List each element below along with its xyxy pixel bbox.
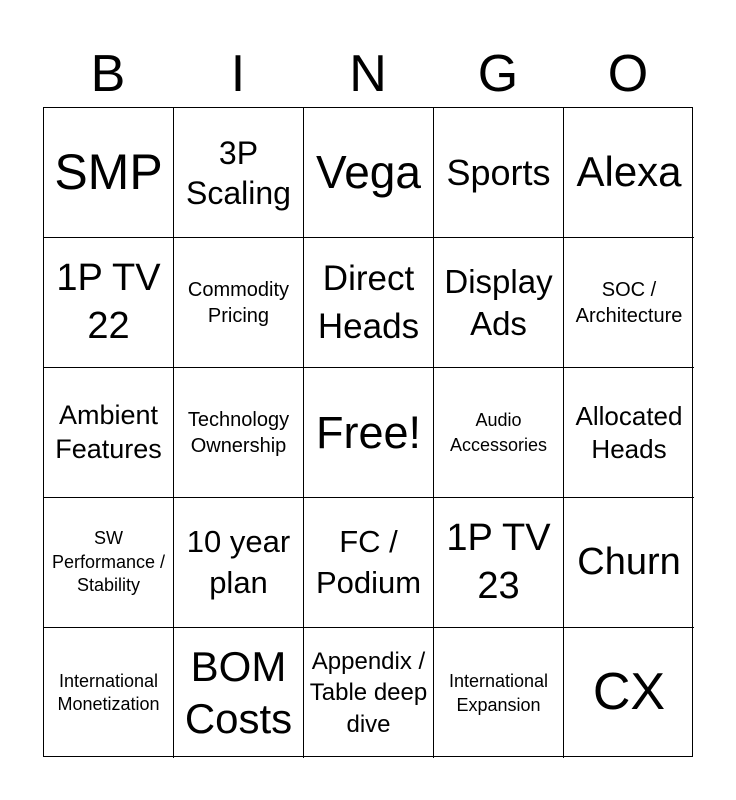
bingo-cell[interactable] bbox=[434, 628, 564, 758]
bingo-cell[interactable] bbox=[304, 108, 434, 238]
header-letter-b: B bbox=[90, 45, 126, 103]
cell-label: Display Ads bbox=[444, 263, 553, 342]
bingo-cell[interactable] bbox=[564, 108, 694, 238]
cell-label: SOC / Architecture bbox=[575, 278, 683, 327]
cell-label: Commodity Pricing bbox=[187, 278, 290, 327]
cell-label: BOM Costs bbox=[184, 642, 293, 742]
bingo-card-grid bbox=[43, 107, 693, 757]
cell-label: 1P TV 22 bbox=[56, 257, 161, 347]
cell-label: CX bbox=[592, 663, 666, 722]
cell-label: Sports bbox=[446, 151, 551, 193]
bingo-cell[interactable] bbox=[174, 238, 304, 368]
cell-label: Audio Accessories bbox=[449, 410, 548, 455]
bingo-cell[interactable] bbox=[44, 628, 174, 758]
cell-label: FC / Podium bbox=[315, 524, 422, 600]
cell-label: Direct Heads bbox=[317, 259, 420, 346]
bingo-header bbox=[43, 40, 693, 108]
cell-label: International Monetization bbox=[57, 670, 160, 714]
bingo-cell[interactable] bbox=[304, 498, 434, 628]
header-letter-i: I bbox=[230, 45, 246, 103]
bingo-cell[interactable] bbox=[174, 628, 304, 758]
cell-label: Churn bbox=[577, 540, 681, 583]
header-letter-g: G bbox=[477, 45, 519, 103]
bingo-cell[interactable] bbox=[434, 108, 564, 238]
cell-label: 10 year plan bbox=[186, 524, 291, 600]
bingo-cell[interactable] bbox=[304, 238, 434, 368]
bingo-cell[interactable] bbox=[44, 368, 174, 498]
bingo-cell[interactable] bbox=[44, 238, 174, 368]
bingo-cell[interactable] bbox=[174, 498, 304, 628]
bingo-cell[interactable] bbox=[44, 108, 174, 238]
cell-label: SMP bbox=[54, 144, 163, 200]
bingo-cell[interactable] bbox=[564, 238, 694, 368]
bingo-cell[interactable] bbox=[434, 498, 564, 628]
cell-label: 3P Scaling bbox=[186, 134, 291, 211]
cell-label: Free! bbox=[315, 406, 422, 458]
cell-label: International Expansion bbox=[448, 670, 549, 715]
cell-label: SW Performance / Stability bbox=[51, 528, 166, 596]
bingo-cell[interactable] bbox=[304, 368, 434, 498]
bingo-cell[interactable] bbox=[434, 238, 564, 368]
cell-label: Ambient Features bbox=[55, 399, 162, 464]
bingo-cell[interactable] bbox=[564, 368, 694, 498]
cell-label: Technology Ownership bbox=[187, 408, 290, 457]
cell-label: Appendix / Table deep dive bbox=[309, 648, 428, 738]
bingo-cell[interactable] bbox=[44, 498, 174, 628]
bingo-cell[interactable] bbox=[174, 368, 304, 498]
bingo-cell[interactable] bbox=[174, 108, 304, 238]
header-letter-o: O bbox=[607, 45, 649, 103]
bingo-cell[interactable] bbox=[564, 498, 694, 628]
bingo-cell[interactable] bbox=[304, 628, 434, 758]
cell-label: Vega bbox=[316, 146, 421, 199]
header-letter-n: N bbox=[349, 45, 387, 103]
bingo-cell[interactable] bbox=[564, 628, 694, 758]
cell-label: 1P TV 23 bbox=[446, 517, 551, 607]
bingo-cell[interactable] bbox=[434, 368, 564, 498]
cell-label: Allocated Heads bbox=[575, 401, 683, 464]
cell-label: Alexa bbox=[576, 148, 682, 196]
